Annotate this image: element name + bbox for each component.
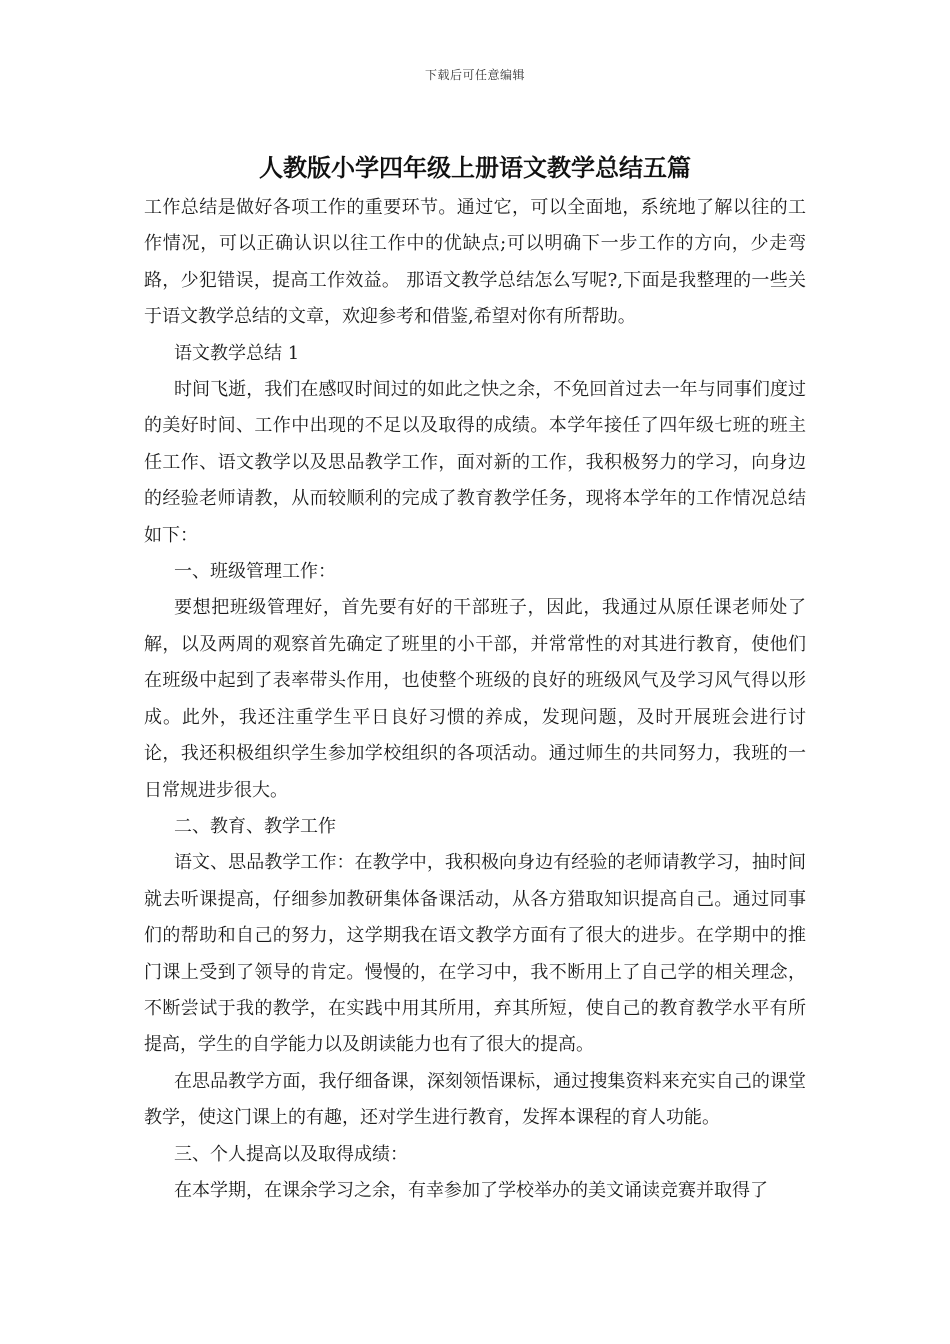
section-heading: 语文教学总结 1 [174,342,300,364]
document-title: 人教版小学四年级上册语文教学总结五篇 [259,153,691,182]
body-paragraph: 在思品教学方面，我仔细备课，深刻领悟课标，通过搜集资料来充实自己的课堂教学，使这门课上的有趣，还对学生进行教育，发挥本课程的育人功能。 [144,1070,806,1129]
section-heading: 二、教育、教学工作 [174,815,336,837]
body-paragraph: 语文、思品教学工作：在教学中，我积极向身边有经验的老师请教学习，抽时间就去听课提高，仔细参加教研集体备课活动，从各方猎取知识提高自己。通过同事们的帮助和自己的努力，这学期我在语文教学方面有了很大的进步。在学期中的推门课上受到了领导的肯定。慢慢的，在学习中，我不断用上了自己学的相关理念，不断尝试于我的教学，在实践中用其所用，弃其所短，使自己的教育教学水平有所提高，学生的自学能力以及朗读能力也有了很大的提高。 [144,852,806,1056]
section-heading: 一、班级管理工作： [174,561,336,583]
document-body [144,190,806,1209]
intro-paragraph: 工作总结是做好各项工作的重要环节。通过它，可以全面地，系统地了解以往的工作情况，可以正确认识以往工作中的优缺点;可以明确下一步工作的方向，少走弯路，少犯错误，提高工作效益。 那语文教学总结怎么写呢?,下面是我整理的一些关于语文教学总结的文章，欢迎参考和借鉴,希望对你有所帮助。 [144,197,806,328]
section-heading: 三、个人提高以及取得成绩： [174,1143,408,1165]
body-paragraph: 在本学期，在课余学习之余，有幸参加了学校举办的美文诵读竞赛并取得了 [174,1179,768,1201]
header-note: 下载后可任意编辑 [424,68,525,82]
body-paragraph: 要想把班级管理好，首先要有好的干部班子，因此，我通过从原任课老师处了解，以及两周的观察首先确定了班里的小干部，并常常性的对其进行教育，使他们在班级中起到了表率带头作用，也使整个班级的良好的班级风气及学习风气得以形成。此外，我还注重学生平日良好习惯的养成，发现问题，及时开展班会进行讨论，我还积极组织学生参加学校组织的各项活动。通过师生的共同努力，我班的一日常规进步很大。 [144,597,806,801]
body-paragraph: 时间飞逝，我们在感叹时间过的如此之快之余，不免回首过去一年与同事们度过的美好时间、工作中出现的不足以及取得的成绩。本学年接任了四年级七班的班主任工作、语文教学以及思品教学工作，面对新的工作，我积极努力的学习，向身边的经验老师请教，从而较顺利的完成了教育教学任务，现将本学年的工作情况总结如下： [144,379,806,546]
